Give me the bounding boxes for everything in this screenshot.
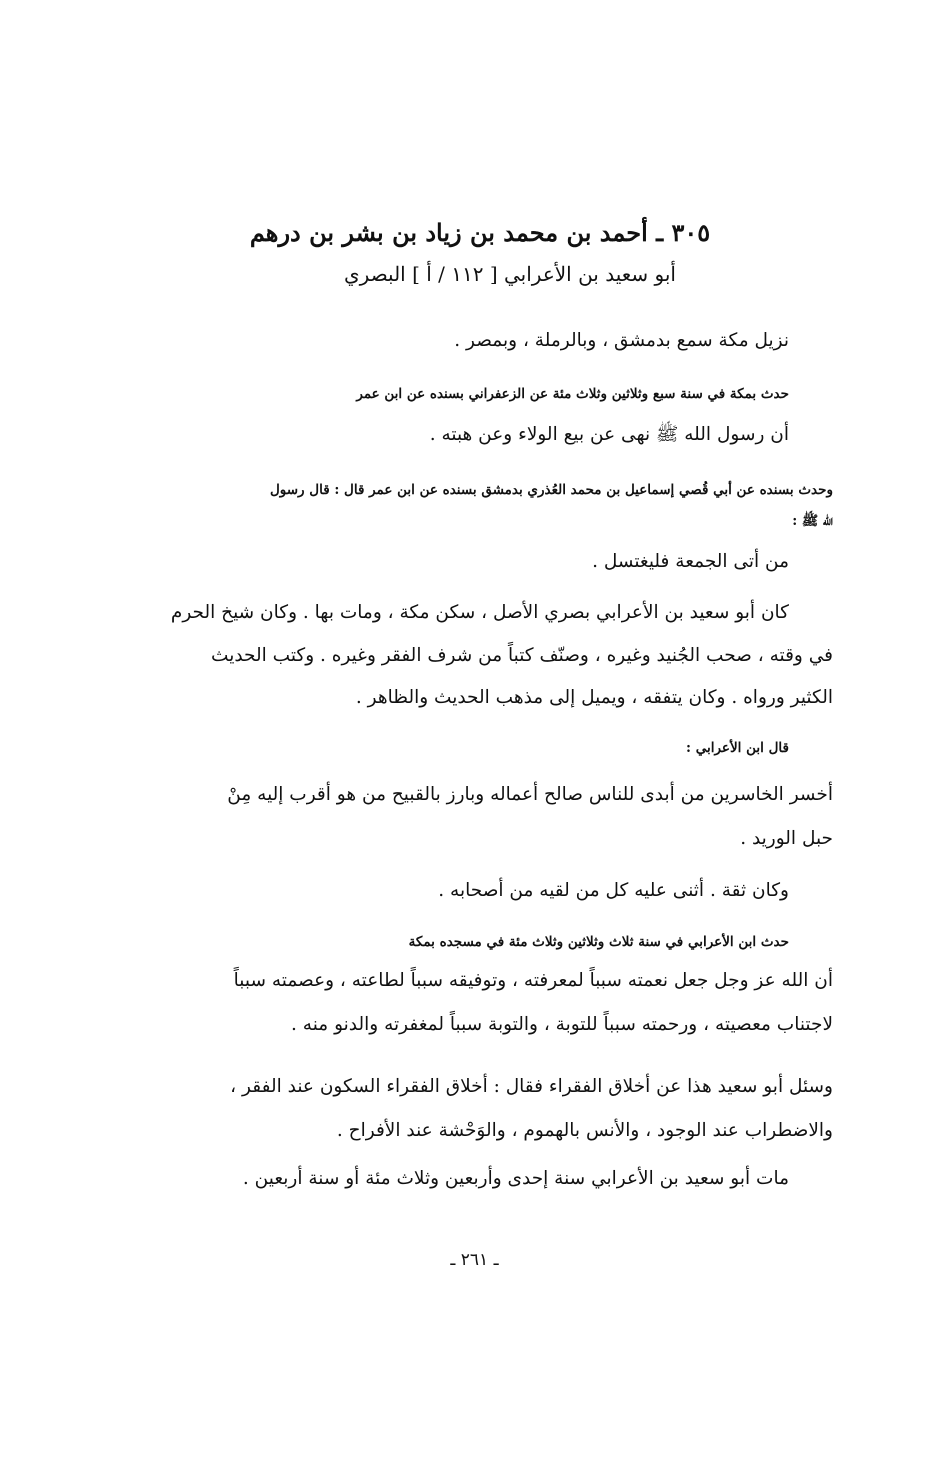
paragraph-hadith-2: من أتى الجمعة فليغتسل .	[592, 551, 789, 572]
biography-line-2: في وقته ، صحب الجُنيد وغيره ، وصنّف كتباً من شرف الفقر وغيره . وكتب الحديث	[211, 645, 833, 666]
entry-title: ٣٠٥ ـ أحمد بن محمد بن زياد بن بشر بن درهم	[249, 218, 711, 247]
page-number: ـ ٢٦١ ـ	[450, 1250, 499, 1270]
paragraph-narration-1: حدث بمكة في سنة سبع وثلاثين وثلاث مئة عن الزعفراني بسنده عن ابن عمر	[356, 386, 789, 402]
answer-line-1: وسئل أبو سعيد هذا عن أخلاق الفقراء فقال : أخلاق الفقراء السكون عند الفقر ،	[230, 1076, 833, 1097]
paragraph-trust: وكان ثقة . أثنى عليه كل من لقيه من أصحابه .	[438, 880, 789, 901]
saying-line-2: لاجتناب معصيته ، ورحمته سبباً للتوبة ، والتوبة سبباً لمغفرته والدنو منه .	[291, 1014, 833, 1035]
paragraph-hadith-1: أن رسول الله ﷺ نهى عن بيع الولاء وعن هبته .	[429, 424, 789, 445]
quote-intro: قال ابن الأعرابي :	[686, 740, 789, 756]
answer-line-2: والاضطراب عند الوجود ، والأنس بالهموم ، والوَحْشة عند الأفراح .	[336, 1120, 833, 1141]
paragraph-residence: نزيل مكة سمع بدمشق ، وبالرملة ، وبمصر .	[454, 330, 789, 351]
quote-line-1: أخسر الخاسرين من أبدى للناس صالح أعماله وبارز بالقبيح من هو أقرب إليه مِنْ	[227, 784, 833, 805]
entry-subtitle: أبو سعيد بن الأعرابي [ ١١٢ / أ ] البصري	[344, 262, 676, 286]
quote-line-2: حبل الوريد .	[740, 828, 833, 849]
biography-line-1: كان أبو سعيد بن الأعرابي بصري الأصل ، سكن مكة ، ومات بها . وكان شيخ الحرم	[170, 602, 789, 623]
paragraph-narration-3: حدث ابن الأعرابي في سنة ثلاث وثلاثين وثلاث مئة في مسجده بمكة	[408, 934, 789, 950]
paragraph-narration-2-line2: الله ﷺ :	[792, 513, 833, 529]
paragraph-narration-2-line1: وحدث بسنده عن أبي قُصي إسماعيل بن محمد العُذري بدمشق بسنده عن ابن عمر قال : قال رسول	[269, 482, 833, 498]
paragraph-death: مات أبو سعيد بن الأعرابي سنة إحدى وأربعين وثلاث مئة أو سنة أربعين .	[242, 1168, 789, 1189]
biography-line-3: الكثير ورواه . وكان يتفقه ، ويميل إلى مذهب الحديث والظاهر .	[355, 687, 833, 708]
saying-line-1: أن الله عز وجل جعل نعمته سبباً لمعرفته ، وتوفيقه سبباً لطاعته ، وعصمته سبباً	[233, 970, 833, 991]
